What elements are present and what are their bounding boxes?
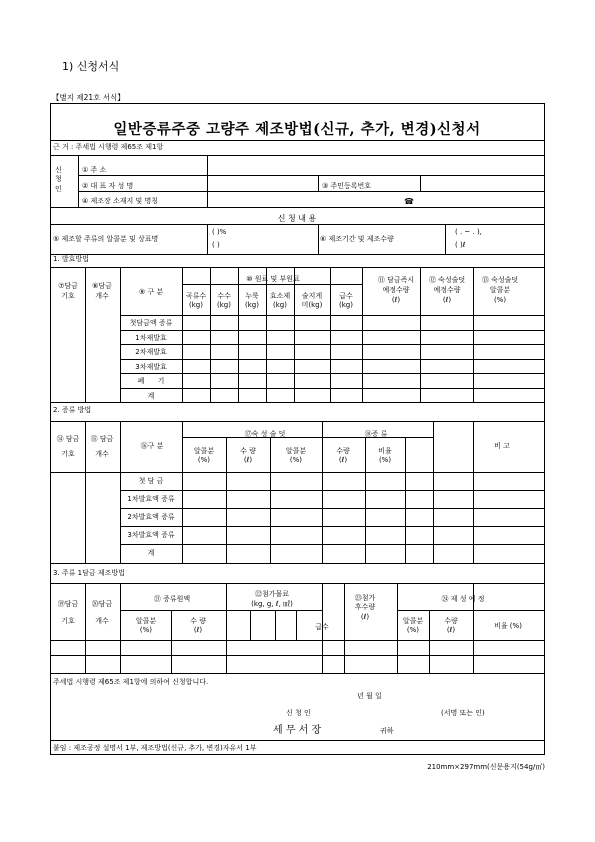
sec2-subheader: 비율 (%) — [378, 447, 392, 465]
sec2-subheader: 알콜분 (%) — [193, 447, 215, 465]
sec1-material-subheader: 효소제 (kg) — [269, 292, 291, 310]
sec2-subheader: 수 량 (ℓ) — [240, 447, 256, 465]
grid-line — [182, 421, 183, 563]
sec1-row-label: 폐 기 — [137, 377, 165, 385]
grid-line — [473, 267, 474, 402]
sec1-category-header: ⑨ 구 분 — [138, 288, 164, 296]
grid-line — [318, 175, 319, 191]
grid-line — [120, 267, 121, 402]
grid-line — [210, 267, 211, 402]
grid-line — [420, 175, 421, 191]
grid-line — [120, 421, 121, 563]
sec3-code-header: ⑲담금 기호 — [57, 600, 79, 625]
grid-line — [120, 344, 545, 345]
grid-line — [120, 315, 545, 316]
grid-line — [294, 267, 295, 402]
alcohol-brand-label: ⑤ 제조할 주류의 알콜분 및 상표명 — [53, 235, 159, 243]
form-title: 일반증류주중 고량주 제조방법(신규, 추가, 변경)신청서 — [113, 121, 481, 138]
sec3-after-qty-header: ㉓첨가 후수량 (ℓ) — [354, 594, 376, 621]
grid-line — [120, 373, 545, 374]
sec1-material-subheader: 곡류수 (kg) — [185, 292, 207, 310]
grid-line — [433, 421, 434, 563]
grid-line — [266, 267, 267, 402]
sec2-subheader: 알콜분 (%) — [285, 447, 307, 465]
resident-number-label: ③ 주민등록번호 — [322, 182, 372, 190]
grid-line — [120, 526, 545, 527]
sec1-row-label: 첫담금액 증류 — [129, 319, 173, 327]
grid-line — [50, 640, 545, 641]
grid-line — [50, 472, 545, 473]
sec1-material-header: ⑩ 원료 및 부원료 — [246, 275, 300, 283]
section1-title: 1. 발효방법 — [53, 255, 89, 263]
sec2-row-label: 1차발효액 증류 — [127, 495, 175, 503]
closing-statement: 주세법 시행령 제65조 제1항에 의하여 신청합니다. — [53, 678, 209, 686]
grid-line — [182, 437, 433, 438]
sign-or-seal-label: (서명 또는 인) — [441, 709, 485, 717]
sec3-additives-header: ㉒첨가물료 (kg, g, ℓ, ㎖) — [251, 590, 293, 608]
grid-line — [397, 583, 398, 673]
sec1-code-header: ⑦담금 기호 — [58, 282, 78, 300]
sec1-row-label: 2차재발효 — [135, 348, 167, 356]
sec1-aged-qty-header: ⑫ 숙성술덧 예정수량 (ℓ) — [428, 276, 466, 304]
grid-line — [50, 207, 545, 208]
addressee-suffix: 귀하 — [380, 727, 394, 735]
grid-line — [397, 610, 545, 611]
grid-line — [120, 359, 545, 360]
brand-name-field: ( ) — [212, 241, 220, 249]
grid-line — [50, 740, 545, 741]
grid-line — [50, 655, 545, 656]
applicant-label: 신청인 — [55, 166, 62, 193]
grid-line — [120, 544, 545, 545]
sec2-note-header: 비 고 — [494, 442, 510, 450]
grid-line — [78, 191, 545, 192]
legal-basis: 근 거 : 주세법 시행령 제65조 제1항 — [53, 143, 164, 151]
grid-line — [226, 610, 322, 611]
grid-line — [207, 191, 208, 207]
grid-line — [322, 421, 323, 563]
sec2-distill-header: ⑱증 류 — [364, 430, 388, 438]
grid-line — [207, 224, 208, 254]
grid-line — [50, 421, 545, 422]
representative-label: ② 대 표 자 성 명 — [82, 182, 134, 190]
section-heading: 1) 신청서식 — [62, 60, 120, 73]
sec1-row-label: 3차재발효 — [135, 362, 167, 371]
grid-line — [50, 267, 545, 268]
grid-line — [445, 224, 446, 254]
sec1-material-subheader: 수수 (kg) — [217, 292, 231, 310]
sec3-count-header: ⑳담금 개수 — [91, 600, 113, 625]
sec3-subheader: 알콜분 (%) — [402, 617, 424, 635]
grid-line — [85, 421, 86, 563]
sec3-source-header: ㉑ 증류원액 — [153, 595, 191, 603]
section3-title: 3. 주류 1담금 제조방법 — [53, 569, 125, 577]
sec2-aged-header: ⑰숙 성 술 덧 — [244, 430, 286, 438]
sec2-row-label: 2차발효액 증류 — [127, 513, 175, 521]
grid-line — [182, 267, 183, 402]
sec1-count-header: ⑧담금 개수 — [92, 282, 112, 300]
grid-line — [429, 610, 430, 673]
grid-line — [362, 267, 363, 402]
grid-line — [250, 610, 251, 640]
sec1-initial-qty-header: ⑪ 담금즉시 예정수량 (ℓ) — [377, 276, 415, 304]
sec2-count-header: ⑮ 담금 개수 — [90, 435, 114, 459]
grid-line — [120, 610, 226, 611]
grid-line — [120, 583, 121, 673]
grid-line — [171, 610, 172, 673]
grid-line — [238, 267, 239, 402]
grid-line — [120, 508, 545, 509]
applicant-sign-label: 신 청 인 — [286, 709, 311, 717]
sec2-subheader: 수량 (ℓ) — [336, 447, 350, 465]
sec2-code-header: ⑭ 담금 기호 — [56, 435, 80, 459]
application-content-header: 신 청 내 용 — [277, 214, 317, 223]
grid-line — [420, 267, 421, 402]
grid-line — [330, 267, 331, 402]
grid-line — [120, 330, 545, 331]
paper-size-note: 210mm×297mm(신문용지(54g/㎡) — [427, 763, 545, 771]
grid-line — [318, 224, 319, 254]
attachments-note: 붙임 : 제조공정 설명서 1부, 제조방법(신규, 추가, 변경)자유서 1부 — [53, 744, 257, 752]
grid-line — [78, 155, 79, 207]
sec2-category-header: ⑯구 분 — [140, 442, 164, 450]
grid-line — [50, 673, 545, 674]
sec1-material-subheader: 급수 (kg) — [339, 292, 353, 310]
quantity-field: ( )ℓ — [455, 241, 466, 249]
sec2-row-label: 계 — [147, 549, 155, 557]
sec1-material-subheader: 술지게 미(kg) — [301, 292, 323, 310]
sec1-aged-alcohol-header: ⑬ 숙성술덧 알콜분 (%) — [481, 276, 519, 304]
sec1-row-label: 1차재발효 — [135, 333, 167, 342]
grid-line — [226, 583, 227, 673]
factory-label: ④ 제조장 소재지 및 명칭 — [82, 197, 159, 205]
grid-line — [182, 284, 362, 285]
grid-line — [473, 421, 474, 563]
grid-line — [85, 267, 86, 402]
grid-line — [120, 490, 545, 491]
sec1-row-label: 계 — [147, 391, 155, 400]
grid-line — [50, 402, 545, 403]
grid-line — [344, 583, 345, 673]
sec1-material-subheader: 누룩 (kg) — [245, 292, 259, 310]
address-label: ① 주 소 — [82, 166, 107, 174]
alcohol-percent-field: ( )% — [212, 228, 227, 236]
section2-title: 2. 증류 방법 — [53, 406, 92, 414]
period-quantity-label: ⑥ 제조기간 및 제조수량 — [320, 235, 394, 243]
phone-icon: ☎ — [404, 197, 414, 206]
grid-line — [120, 388, 545, 389]
grid-line — [275, 610, 276, 640]
sec3-plan-header: ㉔ 제 성 예 정 — [441, 595, 485, 603]
tax-office-head: 세 무 서 장 — [273, 725, 322, 736]
grid-line — [50, 155, 545, 156]
sec2-row-label: 첫 담 금 — [138, 477, 164, 485]
grid-line — [85, 583, 86, 673]
date-line: 년 월 일 — [357, 692, 382, 700]
sec3-subheader: 수 량 (ℓ) — [190, 617, 206, 635]
sec3-subheader: 비율 (%) — [494, 622, 522, 630]
grid-line — [296, 610, 297, 640]
annex-label: 【별지 제21호 서식】 — [52, 93, 125, 102]
sec3-subheader: 수량 (ℓ) — [444, 617, 458, 635]
grid-line — [50, 563, 545, 564]
grid-line — [50, 583, 545, 584]
grid-line — [50, 140, 545, 141]
grid-line — [50, 224, 545, 225]
period-field: ( . ~ . ), — [455, 228, 482, 236]
sec3-water-header: 급수 — [315, 623, 329, 631]
grid-line — [78, 175, 545, 176]
sec3-subheader: 알콜분 (%) — [135, 617, 157, 635]
sec2-row-label: 3차발효액 증류 — [127, 531, 175, 539]
grid-line — [50, 254, 545, 255]
